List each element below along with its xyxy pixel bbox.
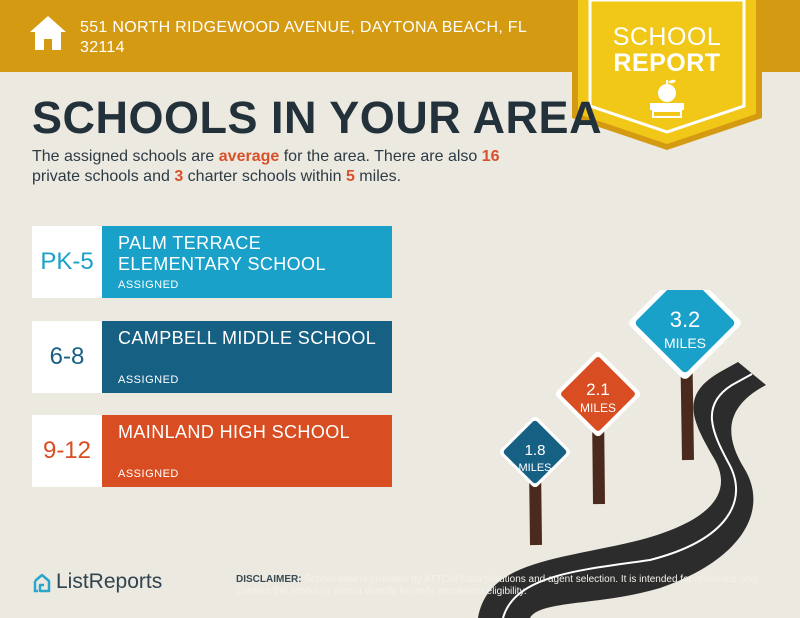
sign-1-8-miles (498, 415, 572, 489)
school-name: CAMPBELL MIDDLE SCHOOL (118, 328, 377, 348)
intro-text-3: private schools and (32, 168, 175, 185)
intro-text-5: miles. (354, 168, 402, 185)
rating-highlight: average (218, 148, 280, 165)
school-name: MAINLAND HIGH SCHOOL (118, 422, 351, 442)
intro-text-2: for the area. There are also (279, 148, 482, 165)
school-status: ASSIGNED (118, 468, 179, 480)
school-info (102, 321, 392, 393)
sign-distance: 1.8 (524, 442, 546, 459)
private-count: 16 (481, 148, 500, 165)
sign-distance: 2.1 (586, 380, 610, 399)
sign-unit: MILES (579, 401, 617, 415)
school-name: PALM TERRACE ELEMENTARY SCHOOL (118, 233, 326, 274)
grade-range: PK-5 (32, 226, 102, 298)
intro-paragraph (32, 147, 552, 187)
listreports-logo: ListReports (56, 570, 163, 593)
badge-label (572, 24, 762, 76)
school-info (102, 226, 392, 298)
radius-value: 5 (345, 168, 355, 185)
school-status: ASSIGNED (118, 374, 179, 386)
page-title: SCHOOLS IN YOUR AREA (32, 92, 603, 143)
listreports-logo-icon (32, 572, 52, 594)
home-icon (28, 14, 68, 52)
sign-distance: 3.2 (669, 307, 701, 332)
intro-text-1: The assigned schools are (32, 148, 219, 165)
sign-3-2-miles (627, 290, 743, 381)
badge-line-1: SCHOOL (612, 23, 722, 51)
school-status: ASSIGNED (118, 279, 179, 291)
road-scene-illustration (460, 290, 800, 618)
sign-2-1-miles (554, 350, 642, 438)
badge-line-2: REPORT (613, 49, 721, 77)
school-card-elementary[interactable] (32, 226, 392, 298)
intro-text-4: charter schools within (183, 168, 346, 185)
grade-range: 6-8 (32, 321, 102, 393)
grade-range: 9-12 (32, 415, 102, 487)
sign-unit: MILES (663, 335, 707, 351)
school-card-middle[interactable] (32, 321, 392, 393)
school-info (102, 415, 392, 487)
disclaimer (236, 574, 768, 598)
disclaimer-text: School data is provided by ATTOM Data Solutions and agent selection. It is intended for reference only. Contact the school or district directly to verify enrollment eligibility. (236, 574, 761, 597)
property-address: 551 NORTH RIDGEWOOD AVENUE, DAYTONA BEACH, FL 32114 (80, 19, 527, 56)
school-card-high[interactable] (32, 415, 392, 487)
sign-unit: MILES (518, 462, 552, 474)
disclaimer-label: DISCLAIMER: (236, 574, 302, 585)
charter-count: 3 (174, 168, 184, 185)
